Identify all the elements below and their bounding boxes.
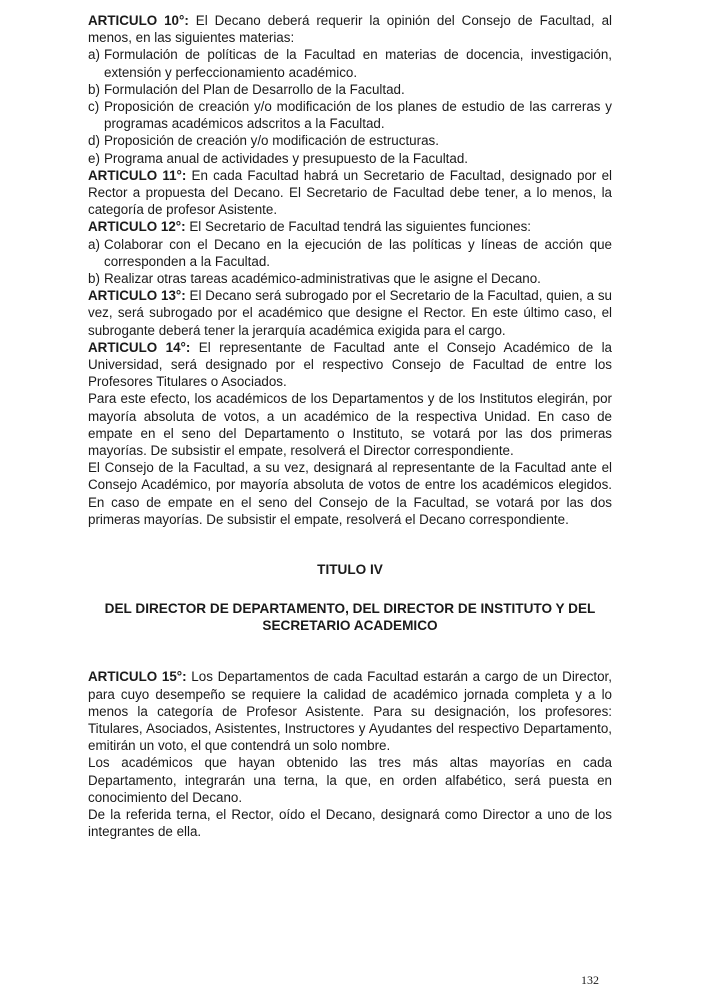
- list-item: [88, 46, 612, 80]
- paragraph-text: El Decano será subrogado por el Secretario de la Facultad, quien, a su vez, será subrogado por el académico que designe el Rector. En este último caso, el subrogante deberá tener la jerarquía académica exigida para el cargo.: [88, 288, 612, 338]
- list-text: Formulación de políticas de la Facultad en materias de docencia, investigación, extensión y perfeccionamiento académico.: [104, 47, 612, 80]
- article-10-intro: [88, 12, 612, 46]
- section-upper: [88, 12, 612, 528]
- article-heading: ARTICULO 11°:: [88, 167, 187, 183]
- list-item: [88, 81, 612, 98]
- article-15: [88, 668, 612, 754]
- paragraph-text: El Decano deberá requerir la opinión del Consejo de Facultad, al menos, en las siguientes materias:: [88, 13, 613, 46]
- page-number: 132: [581, 973, 599, 987]
- list-label: a): [88, 236, 100, 252]
- article-heading: ARTICULO 12°:: [88, 219, 186, 235]
- section-heading: DEL DIRECTOR DE DEPARTAMENTO, DEL DIRECTOR DE INSTITUTO Y DEL SECRETARIO ACADEMICO: [104, 601, 596, 634]
- list-item: [88, 270, 612, 287]
- list-label: d): [88, 133, 100, 149]
- article-heading: ARTICULO 13°:: [88, 288, 186, 304]
- paragraph-text: Para este efecto, los académicos de los Departamentos y de los Institutos elegirán, por mayoría absoluta de votos, a un académico de la respectiva Unidad. En caso de empate en el seno del Departamento o Instituto, se votará por las dos primeras mayorías. De subsistir el empate, resolverá el Director correspondiente.: [88, 391, 612, 459]
- paragraph-text: Los académicos que hayan obtenido las tres más altas mayorías en cada Departamento, integrarán una terna, la que, en orden alfabético, será puesta en conocimiento del Decano.: [88, 755, 612, 805]
- list-label: a): [88, 47, 100, 63]
- list-text: Programa anual de actividades y presupuesto de la Facultad.: [104, 150, 468, 166]
- list-label: e): [88, 150, 100, 166]
- titulo-heading: TITULO IV: [317, 562, 383, 578]
- list-item: [88, 236, 612, 270]
- list-text: Colaborar con el Decano en la ejecución de las políticas y líneas de acción que corresponden a la Facultad.: [104, 236, 612, 269]
- list-item: [88, 132, 612, 149]
- paragraph-text: En cada Facultad habrá un Secretario de Facultad, designado por el Rector a propuesta del Decano. El Secretario de Facultad debe tener, a lo menos, la categoría de profesor Asistente.: [88, 167, 612, 218]
- article-heading: ARTICULO 14°:: [88, 339, 191, 355]
- list-text: Formulación del Plan de Desarrollo de la Facultad.: [104, 81, 405, 97]
- paragraph: [88, 806, 612, 840]
- paragraph: [88, 459, 612, 528]
- article-12-intro: [88, 218, 612, 235]
- list-text: Realizar otras tareas académico-administrativas que le asigne el Decano.: [104, 271, 541, 287]
- list-label: c): [88, 99, 100, 115]
- paragraph-text: El Consejo de la Facultad, a su vez, designará al representante de la Facultad ante el Consejo Académico, por mayoría absoluta de votos de entre los académicos elegidos. En caso de empate en el seno del Consejo de la Facultad, se votará por las dos primeras mayorías. De subsistir el empate, resolverá el Decano correspondiente.: [88, 460, 612, 527]
- list-item: [88, 98, 612, 132]
- list-text: Proposición de creación y/o modificación de los planes de estudio de las carreras y programas académicos adscritos a la Facultad.: [104, 99, 612, 132]
- section-lower: [88, 668, 612, 840]
- article-14: [88, 339, 612, 391]
- article-heading: ARTICULO 15°:: [88, 669, 187, 685]
- article-13: [88, 287, 612, 339]
- paragraph-text: El Secretario de Facultad tendrá las siguientes funciones:: [185, 219, 531, 235]
- article-11: [88, 167, 612, 219]
- paragraph: [88, 754, 612, 806]
- paragraph: [88, 390, 612, 459]
- list-label: b): [88, 81, 100, 97]
- list-item: [88, 150, 612, 167]
- list-label: b): [88, 271, 100, 287]
- paragraph-text: Los Departamentos de cada Facultad estarán a cargo de un Director, para cuyo desempeño se requiere la calidad de académico jornada completa y a lo menos la categoría de Profesor Asistente. Para su designación, los profesores: Titulares, Asociados, Asistentes, Instructores y Ayudantes del respectivo Departamento, emitirán un voto, el que contendrá un solo nombre.: [88, 669, 612, 754]
- paragraph-text: El representante de Facultad ante el Consejo Académico de la Universidad, será designado por el respectivo Consejo de Facultad de entre los Profesores Titulares o Asociados.: [88, 339, 613, 390]
- list-text: Proposición de creación y/o modificación de estructuras.: [104, 133, 439, 149]
- article-heading: ARTICULO 10°:: [88, 13, 189, 28]
- paragraph-text: De la referida terna, el Rector, oído el Decano, designará como Director a uno de los integrantes de ella.: [88, 806, 612, 840]
